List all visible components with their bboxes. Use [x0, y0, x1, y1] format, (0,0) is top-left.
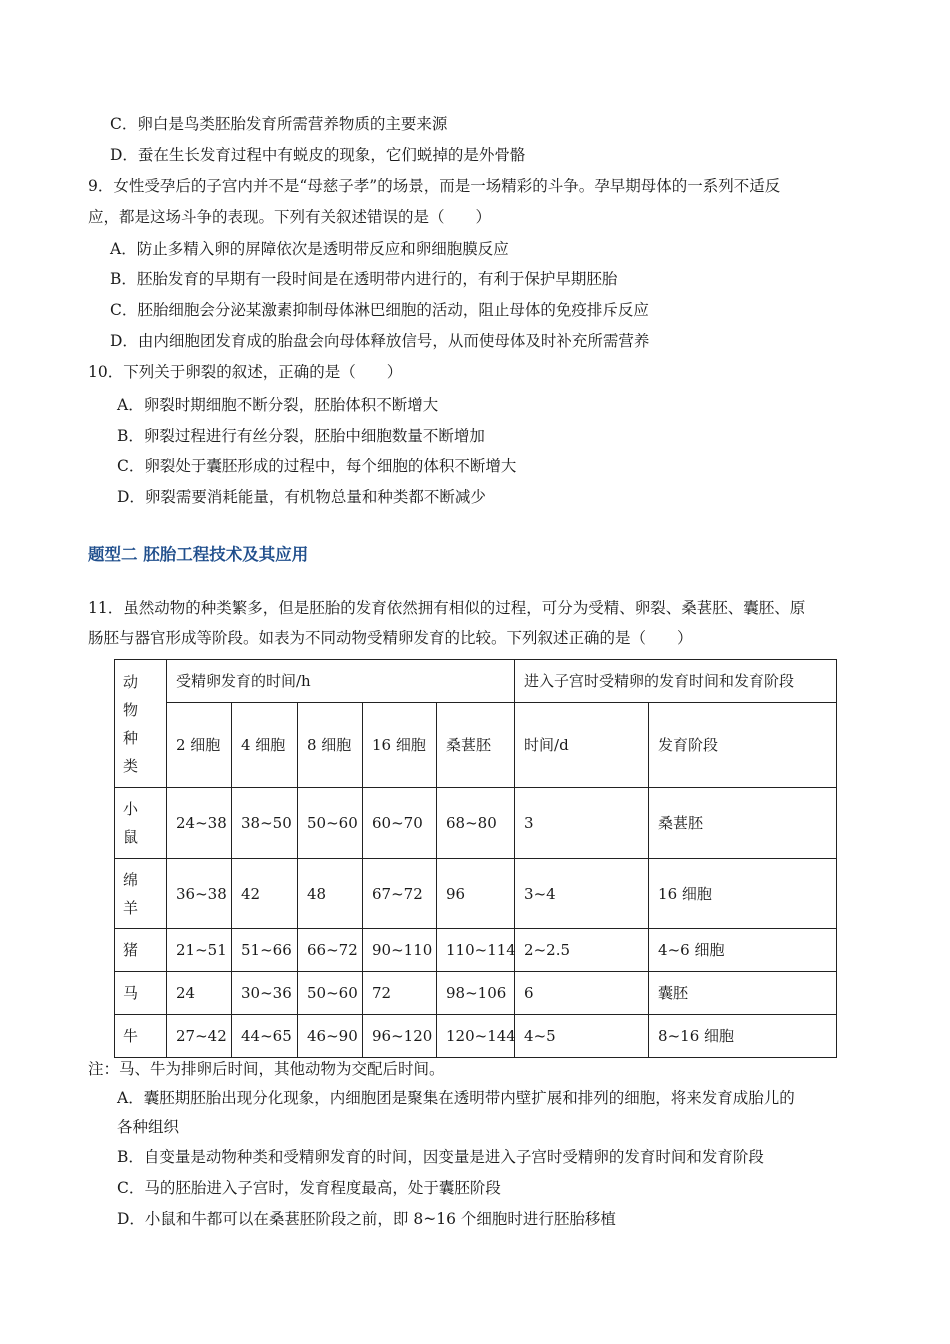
- question-10-option-a: A．卵裂时期细胞不断分裂，胚胎体积不断增大: [117, 396, 439, 414]
- question-11-option-b: B．自变量是动物种类和受精卵发育的时间，因变量是进入子宫时受精卵的发育时间和发育阶段: [117, 1148, 764, 1166]
- group-header-time: 受精卵发育的时间/h: [167, 660, 515, 703]
- question-11-option-c: C．马的胚胎进入子宫时，发育程度最高，处于囊胚阶段: [117, 1179, 501, 1197]
- col-header: 16 细胞: [363, 703, 437, 788]
- question-11-stem-cont: 肠胚与器官形成等阶段。如表为不同动物受精卵发育的比较。下列叙述正确的是（ ）: [88, 629, 693, 647]
- table-cell: 囊胚: [649, 972, 837, 1015]
- table-cell: 30~36: [232, 972, 298, 1015]
- table-cell: 66~72: [298, 929, 363, 972]
- section-heading: 题型二 胚胎工程技术及其应用: [88, 545, 309, 564]
- table-row: [115, 972, 837, 1015]
- table-cell: 60~70: [363, 788, 437, 859]
- table-cell: 42: [232, 859, 298, 929]
- table-cell: 24~38: [167, 788, 232, 859]
- question-11-option-a-cont: 各种组织: [117, 1118, 180, 1136]
- col-header: 发育阶段: [649, 703, 837, 788]
- table-cell: 110~114: [437, 929, 515, 972]
- table-cell: 桑葚胚: [649, 788, 837, 859]
- option-d: D．蚕在生长发育过程中有蜕皮的现象，它们蜕掉的是外骨骼: [110, 146, 526, 164]
- table-cell: 96: [437, 859, 515, 929]
- table-cell: 4~6 细胞: [649, 929, 837, 972]
- table-cell: 24: [167, 972, 232, 1015]
- table-cell: 98~106: [437, 972, 515, 1015]
- question-9-option-c: C．胚胎细胞会分泌某激素抑制母体淋巴细胞的活动，阻止母体的免疫排斥反应: [110, 301, 649, 319]
- question-10-option-b: B．卵裂过程进行有丝分裂，胚胎中细胞数量不断增加: [117, 427, 485, 445]
- table-cell: 50~60: [298, 972, 363, 1015]
- table-cell: 36~38: [167, 859, 232, 929]
- table-cell: 2~2.5: [515, 929, 649, 972]
- species-header: 动 物 种 类: [115, 660, 167, 788]
- species-cell: 小 鼠: [115, 788, 167, 859]
- question-9-option-b: B．胚胎发育的早期有一段时间是在透明带内进行的，有利于保护早期胚胎: [110, 270, 618, 288]
- col-header: 2 细胞: [167, 703, 232, 788]
- table-cell: 96~120: [363, 1015, 437, 1058]
- table-cell: 21~51: [167, 929, 232, 972]
- table-cell: 67~72: [363, 859, 437, 929]
- development-table: [114, 659, 837, 1058]
- table-note: 注：马、牛为排卵后时间，其他动物为交配后时间。: [88, 1060, 445, 1078]
- table-cell: 27~42: [167, 1015, 232, 1058]
- table-cell: 48: [298, 859, 363, 929]
- col-header: 4 细胞: [232, 703, 298, 788]
- col-header: 时间/d: [515, 703, 649, 788]
- table-cell: 38~50: [232, 788, 298, 859]
- table-row: [115, 1015, 837, 1058]
- table-cell: 16 细胞: [649, 859, 837, 929]
- group-header-uterus: 进入子宫时受精卵的发育时间和发育阶段: [515, 660, 837, 703]
- table-cell: 3~4: [515, 859, 649, 929]
- question-10-stem: 10．下列关于卵裂的叙述，正确的是（ ）: [88, 363, 403, 381]
- option-c: C．卵白是鸟类胚胎发育所需营养物质的主要来源: [110, 115, 448, 133]
- table-cell: 50~60: [298, 788, 363, 859]
- question-9-stem: 9．女性受孕后的子宫内并不是“母慈子孝”的场景，而是一场精彩的斗争。孕早期母体的一系列不适反: [88, 177, 781, 195]
- species-cell: 马: [115, 972, 167, 1015]
- table-cell: 44~65: [232, 1015, 298, 1058]
- question-10-option-d: D．卵裂需要消耗能量，有机物总量和种类都不断减少: [117, 488, 486, 506]
- question-10-option-c: C．卵裂处于囊胚形成的过程中，每个细胞的体积不断增大: [117, 457, 517, 475]
- col-header: 桑葚胚: [437, 703, 515, 788]
- table-cell: 72: [363, 972, 437, 1015]
- species-cell: 绵 羊: [115, 859, 167, 929]
- table-cell: 8~16 细胞: [649, 1015, 837, 1058]
- table-row: [115, 788, 837, 859]
- species-cell: 猪: [115, 929, 167, 972]
- table-cell: 51~66: [232, 929, 298, 972]
- species-cell: 牛: [115, 1015, 167, 1058]
- table-cell: 68~80: [437, 788, 515, 859]
- question-9-stem-cont: 应，都是这场斗争的表现。下列有关叙述错误的是（ ）: [88, 208, 492, 226]
- question-9-option-d: D．由内细胞团发育成的胎盘会向母体释放信号，从而使母体及时补充所需营养: [110, 332, 650, 350]
- table-cell: 4~5: [515, 1015, 649, 1058]
- table-row: [115, 859, 837, 929]
- question-9-option-a: A．防止多精入卵的屏障依次是透明带反应和卵细胞膜反应: [110, 240, 509, 258]
- question-11-option-d: D．小鼠和牛都可以在桑葚胚阶段之前，即 8~16 个细胞时进行胚胎移植: [117, 1210, 616, 1228]
- table-cell: 90~110: [363, 929, 437, 972]
- table-cell: 120~144: [437, 1015, 515, 1058]
- question-11-option-a: A．囊胚期胚胎出现分化现象，内细胞团是聚集在透明带内壁扩展和排列的细胞，将来发育成胎儿的: [117, 1089, 795, 1107]
- table-cell: 3: [515, 788, 649, 859]
- table-row: [115, 929, 837, 972]
- table-cell: 46~90: [298, 1015, 363, 1058]
- question-11-stem: 11．虽然动物的种类繁多，但是胚胎的发育依然拥有相似的过程，可分为受精、卵裂、桑葚胚、囊胚、原: [88, 599, 806, 617]
- col-header: 8 细胞: [298, 703, 363, 788]
- table-cell: 6: [515, 972, 649, 1015]
